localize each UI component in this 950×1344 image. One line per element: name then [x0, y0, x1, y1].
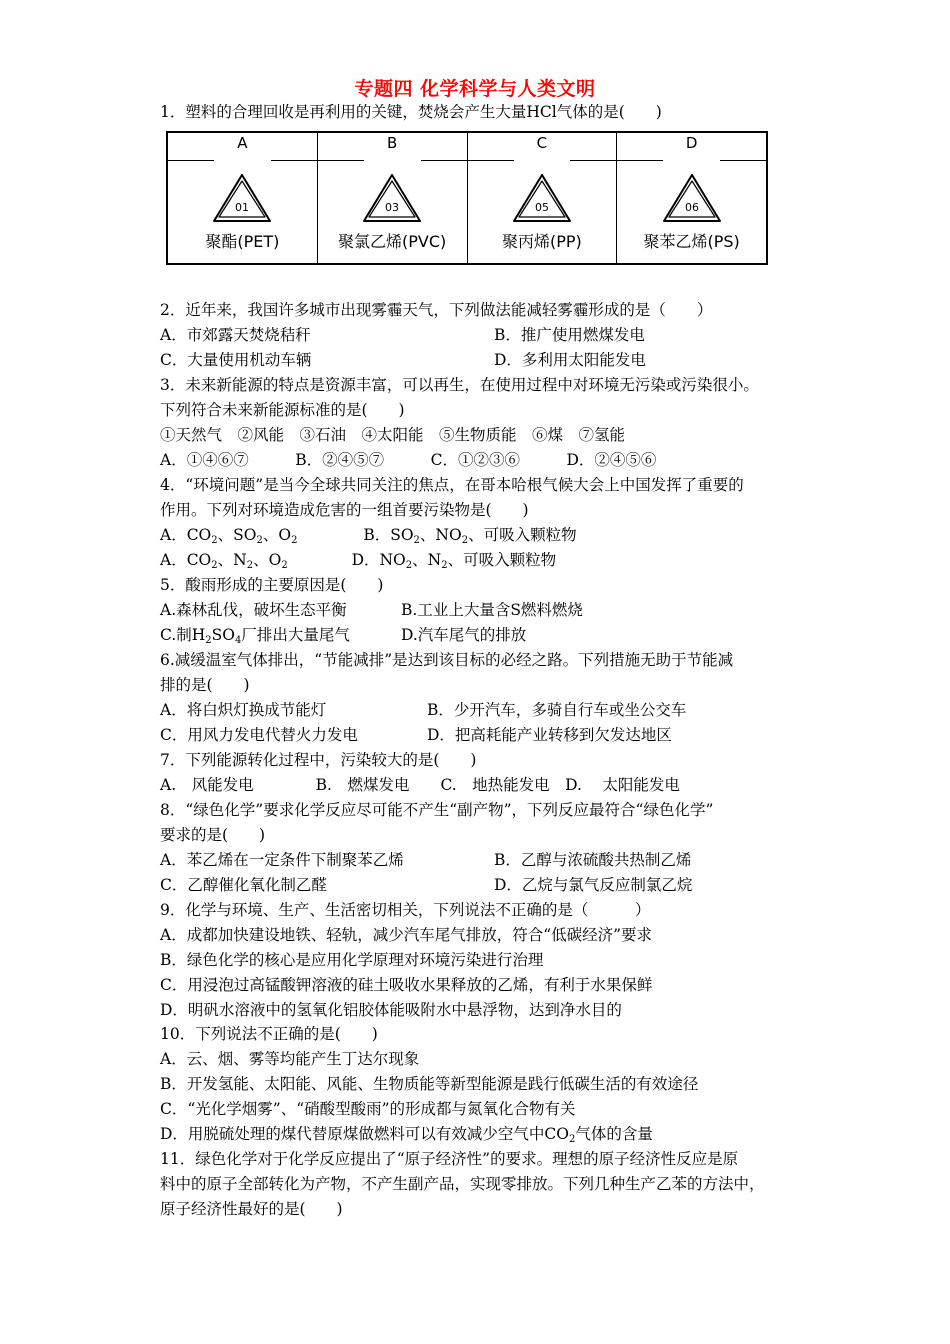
q6-stem-line2: 排的是( ) [160, 676, 250, 694]
q9-option-a: A．成都加快建设地铁、轻轨，减少汽车尾气排放，符合“低碳经济”要求 [160, 926, 653, 944]
q6-option-a: A．将白炽灯换成节能灯 [160, 701, 327, 719]
q8-option-c: C．乙醇催化氧化制乙醛 [160, 876, 327, 894]
q6-option-d: D．把高耗能产业转移到欠发达地区 [427, 726, 672, 744]
q5-stem: 5．酸雨形成的主要原因是( ) [160, 576, 384, 594]
resin-code: 03 [385, 201, 400, 214]
q2-option-d: D．多利用太阳能发电 [494, 351, 646, 369]
q4-stem-line2: 作用。下列对环境造成危害的一组首要污染物是( ) [160, 501, 529, 519]
q5-option-d: D.汽车尾气的排放 [401, 626, 527, 644]
q7-options: A. 风能发电 B. 燃煤发电 C. 地热能发电 D. 太阳能发电 [160, 776, 680, 794]
q2-option-b: B．推广使用燃煤发电 [494, 326, 645, 344]
recycling-cell-c [468, 133, 618, 263]
divider-line [720, 160, 766, 161]
q4-option-d: D．$NO_2$、$N_2$、可吸入颗粒物 [351, 551, 557, 571]
q4-option-b: B．$SO_2$、$NO_2$、可吸入颗粒物 [363, 526, 577, 546]
divider-line [271, 160, 317, 161]
recycling-cell-d [617, 133, 766, 263]
q3-options: A．①④⑥⑦ B．②④⑤⑦ C．①②③⑥ D．②④⑤⑥ [160, 451, 657, 469]
cell-letter: B [386, 134, 398, 152]
q5-option-c: C.制$H_2SO_4$厂排出大量尾气 [160, 626, 350, 646]
q4-options-cd [160, 550, 556, 576]
cell-letter: A [237, 134, 248, 152]
page-title: 专题四 化学科学与人类文明 [354, 78, 596, 100]
divider-line [570, 160, 616, 161]
q8-option-d: D．乙烷与氯气反应制氯乙烷 [494, 876, 693, 894]
q10-option-a: A．云、烟、雾等均能产生丁达尔现象 [160, 1050, 420, 1068]
plastic-name: 聚丙烯(PP) [501, 232, 582, 251]
q2-option-c: C．大量使用机动车辆 [160, 351, 312, 369]
q8-stem-line2: 要求的是( ) [160, 826, 266, 844]
divider-line [318, 160, 364, 161]
q6-option-c: C．用风力发电代替火力发电 [160, 726, 358, 744]
q4-stem-line1: 4．“环境问题”是当今全球共同关注的焦点，在哥本哈根气候大会上中国发挥了重要的 [160, 476, 744, 494]
resin-code: 01 [235, 201, 250, 214]
plastic-name: 聚苯乙烯(PS) [643, 232, 740, 251]
q11-stem-line3: 原子经济性最好的是( ) [160, 1200, 343, 1218]
q11-stem-line1: 11．绿色化学对于化学反应提出了“原子经济性”的要求。理想的原子经济性反应是原 [160, 1150, 739, 1168]
q11-stem-line2: 料中的原子全部转化为产物，不产生副产品，实现零排放。下列几种生产乙苯的方法中， [160, 1175, 765, 1193]
resin-code: 06 [684, 201, 699, 214]
q2-option-a: A．市郊露天焚烧秸秆 [160, 326, 311, 344]
q8-option-b: B．乙醇与浓硫酸共热制乙烯 [494, 851, 692, 869]
recycling-cell-b [318, 133, 468, 263]
q9-option-b: B．绿色化学的核心是应用化学原理对环境污染进行治理 [160, 951, 544, 969]
q2-stem: 2．近年来，我国许多城市出现雾霾天气，下列做法能减轻雾霾形成的是（ ） [160, 301, 713, 319]
cell-letter: D [685, 134, 698, 152]
q8-stem-line1: 8．“绿色化学”要求化学反应尽可能不产生“副产物”，下列反应最符合“绿色化学” [160, 801, 714, 819]
q8-option-a: A．苯乙烯在一定条件下制聚苯乙烯 [160, 851, 404, 869]
q6-option-b: B．少开汽车，多骑自行车或坐公交车 [427, 701, 687, 719]
recycling-triangle-icon [510, 171, 574, 227]
recycling-triangle-icon [210, 171, 274, 227]
q10-option-c: C．“光化学烟雾”、“硝酸型酸雨”的形成都与氮氧化合物有关 [160, 1100, 576, 1118]
divider-line [617, 160, 663, 161]
q5-option-b: B.工业上大量含S燃料燃烧 [401, 601, 583, 619]
recycling-cell-a [168, 133, 318, 263]
cell-letter: C [536, 134, 548, 152]
divider-line [421, 160, 467, 161]
q10-option-d: D．用脱硫处理的煤代替原煤做燃料可以有效减少空气中$CO_2$气体的含量 [160, 1125, 653, 1145]
divider-line [168, 160, 214, 161]
recycling-triangle-icon [360, 171, 424, 227]
q4-option-a: A．$CO_2$、$SO_2$、$O_2$ [160, 526, 298, 546]
q4-option-c: A．$CO_2$、$N_2$、$O_2$ [160, 551, 288, 571]
recycling-triangle-icon [660, 171, 724, 227]
resin-code: 05 [534, 201, 549, 214]
q6-stem-line1: 6.减缓温室气体排出，“节能减排”是达到该目标的必经之路。下列措施无助于节能减 [160, 651, 734, 669]
q3-stem-line1: 3．未来新能源的特点是资源丰富，可以再生，在使用过程中对环境无污染或污染很小。 [160, 376, 759, 394]
q7-stem: 7．下列能源转化过程中，污染较大的是( ) [160, 751, 477, 769]
recycling-symbol-table [166, 131, 768, 265]
plastic-name: 聚酯(PET) [205, 232, 280, 251]
q1-stem: 1．塑料的合理回收是再利用的关键，焚烧会产生大量HCl气体的是( ) [160, 103, 662, 121]
q9-option-d: D．明矾水溶液中的氢氧化铝胶体能吸附水中悬浮物，达到净水目的 [160, 1001, 622, 1019]
q4-options-ab [160, 525, 577, 551]
divider-line [468, 160, 514, 161]
q3-items: ①天然气 ②风能 ③石油 ④太阳能 ⑤生物质能 ⑥煤 ⑦氢能 [160, 426, 626, 444]
q3-stem-line2: 下列符合未来新能源标准的是( ) [160, 401, 405, 419]
q10-option-b: B．开发氢能、太阳能、风能、生物质能等新型能源是践行低碳生活的有效途径 [160, 1075, 699, 1093]
plastic-name: 聚氯乙烯(PVC) [337, 232, 447, 251]
q10-stem: 10．下列说法不正确的是( ) [160, 1025, 378, 1043]
q9-option-c: C．用浸泡过高锰酸钾溶液的硅土吸收水果释放的乙烯，有利于水果保鲜 [160, 976, 653, 994]
q5-option-a: A.森林乱伐，破坏生态平衡 [160, 601, 347, 619]
q9-stem: 9．化学与环境、生产、生活密切相关，下列说法不正确的是（ ） [160, 901, 651, 919]
